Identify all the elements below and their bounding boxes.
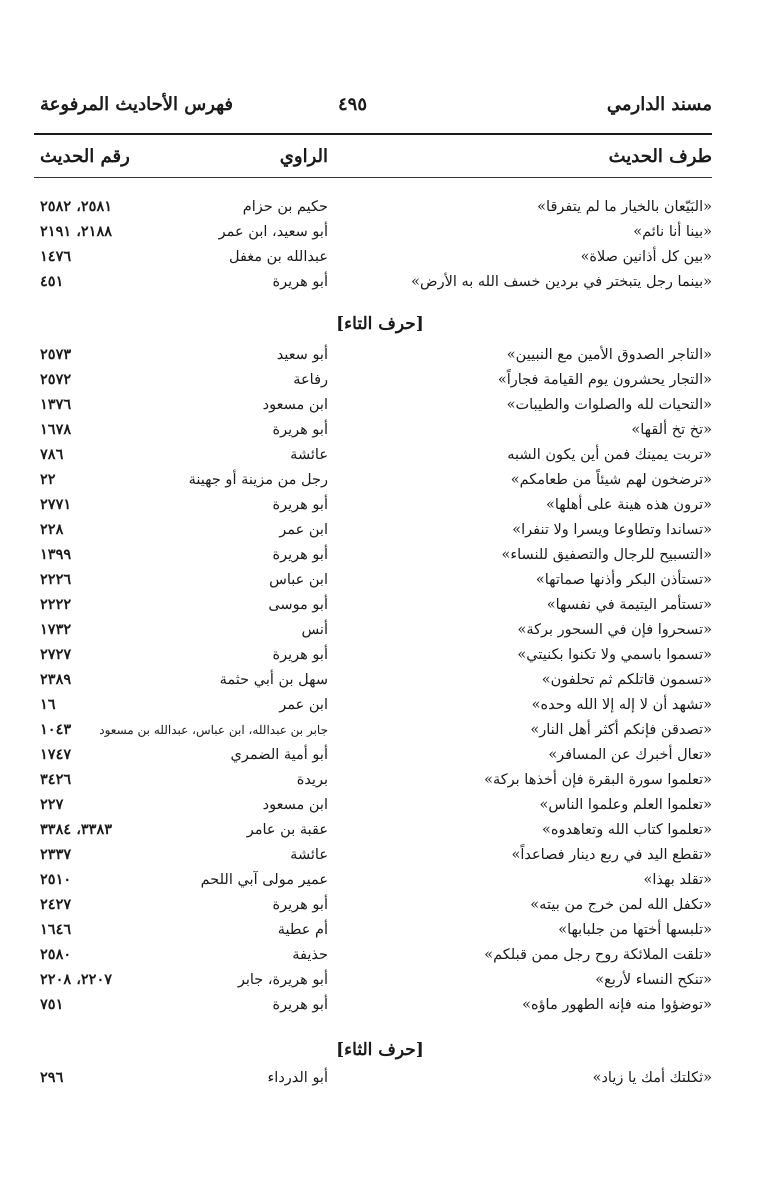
rawi-name: أبو هريرة [272,422,328,438]
table-row [0,893,760,917]
table-row [0,343,760,367]
hadith-text: «البَيّعان بالخيار ما لم يتفرقا» [537,199,712,215]
hadith-text: «تعلموا سورة البقرة فإن أخذها بركة» [484,772,712,788]
hadith-text: «تعلموا كتاب الله وتعاهدوه» [542,822,712,838]
table-row [0,443,760,467]
table-row [0,568,760,592]
hadith-number: ٢٧٧١ [40,496,72,513]
hadith-text: «توضؤوا منه فإنه الطهور ماؤه» [522,997,712,1013]
column-header-rawi: الراوي [279,146,328,167]
rawi-name: أبو موسى [268,597,328,613]
table-row [0,393,760,417]
hadith-text: «تصدقن فإنكم أكثر أهل النار» [530,722,712,738]
rawi-name: أبو الدرداء [267,1070,328,1086]
rawi-name: أبو أمية الضمري [230,747,328,763]
hadith-number: ٢٧٢٧ [40,646,72,663]
rawi-name: جابر بن عبدالله، ابن عباس، عبدالله بن مسعود [99,723,328,737]
table-row [0,593,760,617]
rawi-name: أبو سعيد [276,347,328,363]
table-row [0,693,760,717]
hadith-text: «تساندا وتطاوعا ويسرا ولا تنفرا» [512,522,712,538]
hadith-number: ١٧٤٧ [40,746,72,763]
hadith-number: ٢٢ [40,471,56,488]
table-row [0,918,760,942]
table-row [0,668,760,692]
book-title: مسند الدارمي [606,94,712,115]
hadith-number: ٤٥١ [40,273,64,290]
hadith-number: ١٠٤٣ [40,721,72,738]
table-row [0,245,760,269]
section-title-tha: [حرف الثاء] [336,1040,424,1060]
hadith-number: ٢٢٢٦ [40,571,72,588]
table-row [0,543,760,567]
rawi-name: ابن عمر [279,522,328,538]
table-row [0,868,760,892]
rawi-name: ابن مسعود [262,397,328,413]
rawi-name: ابن عمر [279,697,328,713]
header-divider [34,133,712,135]
table-row [0,818,760,842]
hadith-text: «التجار يحشرون يوم القيامة فجاراً» [497,372,712,388]
table-row [0,418,760,442]
hadith-number: ١٦٧٨ [40,421,72,438]
hadith-text: «تسمون قاتلكم ثم تحلفون» [541,672,712,688]
hadith-number: ٢٤٢٧ [40,896,72,913]
hadith-text: «تقطع اليد في ربع دينار فصاعداً» [511,847,712,863]
rawi-name: أنس [301,622,328,638]
hadith-text: «تعلموا العلم وعلموا الناس» [539,797,712,813]
hadith-number: ١٦٤٦ [40,921,72,938]
hadith-text: «التاجر الصدوق الأمين مع النبيين» [506,347,712,363]
table-row [0,643,760,667]
hadith-number: ٢٣٣٧ [40,846,72,863]
table-row [0,743,760,767]
hadith-text: «تستأمر اليتيمة في نفسها» [546,597,712,613]
rawi-name: عائشة [290,447,328,463]
hadith-number: ٢٥١٠ [40,871,72,888]
hadith-number: ٧٥١ [40,996,64,1013]
table-row [0,220,760,244]
hadith-text: «تربت يمينك فمن أين يكون الشبه [507,447,712,463]
rawi-name: عقبة بن عامر [246,822,328,838]
table-row [0,618,760,642]
hadith-number: ٢٥٧٢ [40,371,72,388]
hadith-number: ١٣٩٩ [40,546,72,563]
rawi-name: أبو هريرة [272,647,328,663]
hadith-number: ٣٤٢٦ [40,771,72,788]
rawi-name: أبو سعيد، ابن عمر [218,224,328,240]
hadith-number: ٢٥٨٠ [40,946,72,963]
hadith-text: «ترون هذه هينة على أهلها» [545,497,712,513]
hadith-number: ٧٨٦ [40,446,64,463]
hadith-text: «تكفل الله لمن خرج من بيته» [530,897,712,913]
table-row [0,993,760,1017]
hadith-number: ١٦ [40,696,56,713]
hadith-text: «ثكلتك أمك يا زياد» [592,1070,712,1086]
hadith-number: ٢٥٧٣ [40,346,72,363]
rawi-name: رفاعة [293,372,328,388]
hadith-number: ١٣٧٦ [40,396,72,413]
rawi-name: سهل بن أبي حثمة [219,672,328,688]
rawi-name: عمير مولى آبي اللحم [200,872,328,888]
hadith-number: ٢٢٠٧، ٢٢٠٨ [40,971,113,988]
rawi-name: أبو هريرة، جابر [237,972,328,988]
table-row [0,368,760,392]
hadith-number: ٢١٨٨، ٢١٩١ [40,223,113,240]
hadith-text: «تلبسها أختها من جلبابها» [558,922,712,938]
table-row [0,768,760,792]
hadith-text: «تشهد أن لا إله إلا الله وحده» [531,697,712,713]
rawi-name: أبو هريرة [272,547,328,563]
hadith-number: ٢٢٨ [40,521,64,538]
hadith-text: «تنكح النساء لأربع» [595,972,712,988]
hadith-text: «تستأذن البكر وأذنها صماتها» [535,572,712,588]
table-row [0,1066,760,1090]
rawi-name: حكيم بن حزام [242,199,328,215]
table-row [0,468,760,492]
table-row [0,518,760,542]
hadith-text: «تسحروا فإن في السحور بركة» [517,622,712,638]
table-row [0,793,760,817]
rawi-name: أبو هريرة [272,274,328,290]
table-row [0,270,760,294]
hadith-number: ٣٣٨٣، ٣٣٨٤ [40,821,113,838]
table-row [0,943,760,967]
hadith-text: «ترضخون لهم شيئاً من طعامكم» [510,472,712,488]
hadith-text: «تخ تخ ألقها» [631,422,712,438]
hadith-text: «تقلد بهذا» [643,872,712,888]
hadith-text: «بين كل أذانين صلاة» [580,249,712,265]
page-number: ٤٩٥ [338,94,368,115]
hadith-text: «بينما رجل يتبختر في بردين خسف الله به الأرض» [411,274,712,290]
table-row [0,843,760,867]
rawi-name: عائشة [290,847,328,863]
hadith-number: ١٧٣٢ [40,621,72,638]
column-header-number: رقم الحديث [40,146,130,167]
rawi-name: بريدة [296,772,328,788]
rawi-name: ابن عباس [269,572,328,588]
hadith-text: «تسموا باسمي ولا تكنوا بكنيتي» [517,647,712,663]
hadith-number: ١٤٧٦ [40,248,72,265]
hadith-text: «التحيات لله والصلوات والطيبات» [506,397,712,413]
hadith-text: «تلقت الملائكة روح رجل ممن قبلكم» [484,947,712,963]
hadith-number: ٢٣٨٩ [40,671,72,688]
table-row [0,968,760,992]
index-title: فهرس الأحاديث المرفوعة [40,94,234,115]
rawi-name: أبو هريرة [272,497,328,513]
rawi-name: حذيفة [292,947,328,963]
hadith-number: ٢٢٧ [40,796,64,813]
hadith-number: ٢٩٦ [40,1069,64,1086]
hadith-number: ٢٥٨١، ٢٥٨٢ [40,198,113,215]
table-row [0,718,760,742]
hadith-text: «بينا أنا نائم» [633,224,712,240]
rawi-name: رجل من مزينة أو جهينة [188,472,328,488]
rawi-name: أبو هريرة [272,897,328,913]
rawi-name: أم عطية [277,922,328,938]
rawi-name: ابن مسعود [262,797,328,813]
rawi-name: أبو هريرة [272,997,328,1013]
hadith-number: ٢٢٢٢ [40,596,72,613]
hadith-text: «تعال أخبرك عن المسافر» [548,747,712,763]
column-header-divider [34,177,712,178]
section-title-ta: [حرف التاء] [336,314,424,334]
hadith-text: «التسبيح للرجال والتصفيق للنساء» [501,547,712,563]
table-row [0,195,760,219]
rawi-name: عبدالله بن مغفل [228,249,328,265]
table-row [0,493,760,517]
column-header-hadith: طرف الحديث [608,146,712,167]
